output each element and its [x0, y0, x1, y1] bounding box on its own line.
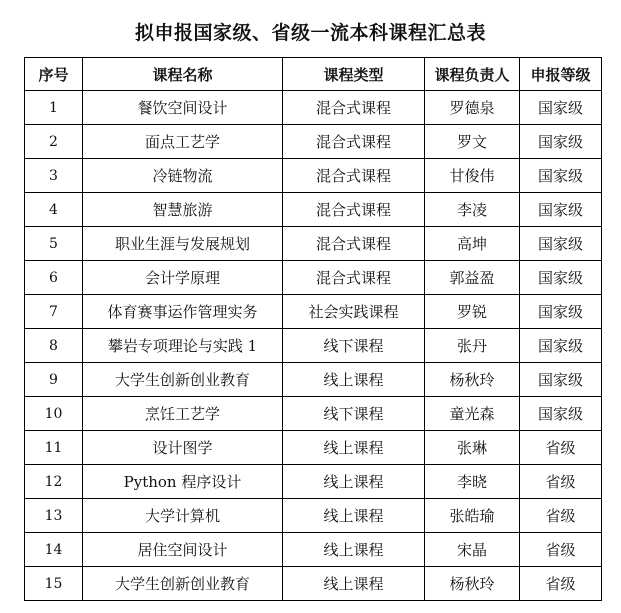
table-row [25, 227, 602, 261]
page-title: 拟申报国家级、省级一流本科课程汇总表 [134, 22, 486, 44]
cell-application-level: 国家级 [520, 227, 602, 261]
cell-course-type: 混合式课程 [283, 193, 425, 227]
table-body [25, 91, 602, 601]
cell-serial-number: 13 [25, 499, 83, 533]
cell-serial-number: 12 [25, 465, 83, 499]
table-row [25, 91, 602, 125]
cell-course-lead: 郭益盈 [425, 261, 520, 295]
cell-serial-number: 5 [25, 227, 83, 261]
header-course-type: 课程类型 [283, 58, 425, 91]
table-header-row [25, 58, 602, 91]
cell-course-name: 体育赛事运作管理实务 [83, 295, 283, 329]
cell-application-level: 国家级 [520, 397, 602, 431]
cell-serial-number: 15 [25, 567, 83, 601]
cell-course-type: 线上课程 [283, 499, 425, 533]
cell-course-name: 冷链物流 [83, 159, 283, 193]
cell-course-type: 线下课程 [283, 329, 425, 363]
cell-course-lead: 李凌 [425, 193, 520, 227]
table-row [25, 193, 602, 227]
cell-application-level: 省级 [520, 431, 602, 465]
table-row [25, 329, 602, 363]
cell-serial-number: 2 [25, 125, 83, 159]
cell-course-lead: 张皓瑜 [425, 499, 520, 533]
table-row [25, 397, 602, 431]
cell-course-lead: 杨秋玲 [425, 567, 520, 601]
table-row [25, 363, 602, 397]
header-application-level: 申报等级 [520, 58, 602, 91]
cell-course-type: 社会实践课程 [283, 295, 425, 329]
table-row [25, 159, 602, 193]
cell-course-name: 餐饮空间设计 [83, 91, 283, 125]
cell-course-lead: 张琳 [425, 431, 520, 465]
cell-application-level: 省级 [520, 533, 602, 567]
course-summary-table [24, 57, 602, 601]
cell-serial-number: 1 [25, 91, 83, 125]
cell-application-level: 国家级 [520, 193, 602, 227]
cell-application-level: 省级 [520, 465, 602, 499]
cell-course-type: 混合式课程 [283, 261, 425, 295]
header-course-name: 课程名称 [83, 58, 283, 91]
cell-application-level: 国家级 [520, 91, 602, 125]
cell-course-name: 大学生创新创业教育 [83, 567, 283, 601]
cell-serial-number: 11 [25, 431, 83, 465]
cell-course-name: Python 程序设计 [83, 465, 283, 499]
cell-course-name: 居住空间设计 [83, 533, 283, 567]
header-serial-number: 序号 [25, 58, 83, 91]
cell-serial-number: 14 [25, 533, 83, 567]
cell-course-type: 线上课程 [283, 465, 425, 499]
cell-course-name: 烹饪工艺学 [83, 397, 283, 431]
cell-application-level: 国家级 [520, 329, 602, 363]
table-row [25, 295, 602, 329]
header-course-lead: 课程负责人 [425, 58, 520, 91]
cell-course-lead: 甘俊伟 [425, 159, 520, 193]
cell-course-name: 攀岩专项理论与实践 1 [83, 329, 283, 363]
cell-course-lead: 张丹 [425, 329, 520, 363]
cell-serial-number: 3 [25, 159, 83, 193]
cell-course-name: 设计图学 [83, 431, 283, 465]
table-row [25, 431, 602, 465]
table-row [25, 465, 602, 499]
table-row [25, 567, 602, 601]
cell-application-level: 省级 [520, 499, 602, 533]
cell-course-lead: 童光森 [425, 397, 520, 431]
table-row [25, 261, 602, 295]
cell-course-name: 面点工艺学 [83, 125, 283, 159]
cell-course-type: 混合式课程 [283, 159, 425, 193]
cell-application-level: 国家级 [520, 295, 602, 329]
cell-course-lead: 高坤 [425, 227, 520, 261]
cell-course-name: 大学生创新创业教育 [83, 363, 283, 397]
table-row [25, 125, 602, 159]
cell-application-level: 国家级 [520, 363, 602, 397]
cell-course-lead: 李晓 [425, 465, 520, 499]
cell-serial-number: 7 [25, 295, 83, 329]
cell-course-lead: 罗锐 [425, 295, 520, 329]
cell-serial-number: 8 [25, 329, 83, 363]
cell-course-type: 混合式课程 [283, 91, 425, 125]
table-row [25, 533, 602, 567]
cell-course-name: 会计学原理 [83, 261, 283, 295]
cell-serial-number: 4 [25, 193, 83, 227]
cell-course-name: 大学计算机 [83, 499, 283, 533]
cell-course-type: 线上课程 [283, 567, 425, 601]
cell-course-lead: 罗德泉 [425, 91, 520, 125]
cell-course-lead: 罗文 [425, 125, 520, 159]
cell-course-type: 线上课程 [283, 533, 425, 567]
cell-course-type: 线下课程 [283, 397, 425, 431]
cell-course-name: 智慧旅游 [83, 193, 283, 227]
cell-course-type: 混合式课程 [283, 125, 425, 159]
cell-application-level: 国家级 [520, 159, 602, 193]
cell-course-type: 混合式课程 [283, 227, 425, 261]
table-row [25, 499, 602, 533]
cell-application-level: 国家级 [520, 125, 602, 159]
cell-course-type: 线上课程 [283, 431, 425, 465]
cell-course-lead: 杨秋玲 [425, 363, 520, 397]
cell-application-level: 省级 [520, 567, 602, 601]
cell-serial-number: 10 [25, 397, 83, 431]
cell-course-name: 职业生涯与发展规划 [83, 227, 283, 261]
cell-serial-number: 6 [25, 261, 83, 295]
cell-course-lead: 宋晶 [425, 533, 520, 567]
cell-course-type: 线上课程 [283, 363, 425, 397]
cell-application-level: 国家级 [520, 261, 602, 295]
cell-serial-number: 9 [25, 363, 83, 397]
cut-off-footer-text [0, 603, 621, 613]
